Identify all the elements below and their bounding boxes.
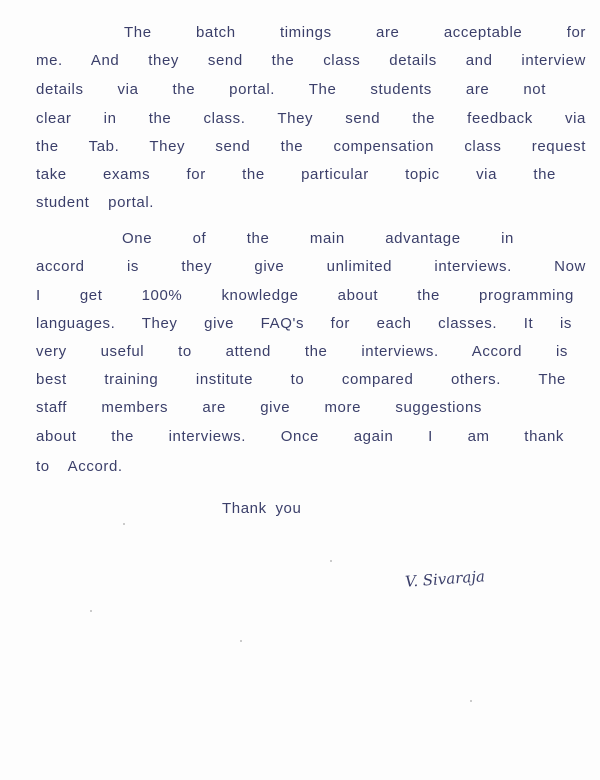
p2-line-5: very useful to attend the interviews. Accord is [36,343,568,360]
paper-speck [90,610,92,612]
p1-line-6: take exams for the particular topic via the [36,166,556,183]
p2-line-8: about the interviews. Once again I am thank [36,428,564,445]
p2-line-1: One of the main advantage in [122,230,514,247]
p2-line-4: languages. They give FAQ's for each classes. It is [36,315,572,332]
p1-line-3: details via the portal. The students are not [36,81,546,98]
closing: Thank you [222,500,302,517]
p2-line-6: best training institute to compared others. The [36,371,566,388]
signature: V. Sivaraja [404,567,486,591]
p1-line-5: the Tab. They send the compensation class request [36,138,586,155]
paper-speck [240,640,242,642]
p2-line-3: I get 100% knowledge about the programming [36,287,574,304]
p1-line-4: clear in the class. They send the feedback via [36,110,586,127]
p1-line-2: me. And they send the class details and interview [36,52,586,69]
paper-speck [330,560,332,562]
p2-line-9: to Accord. [36,458,123,475]
p1-line-1: The batch timings are acceptable for [124,24,586,41]
p2-line-7: staff members are give more suggestions [36,399,482,416]
p2-line-2: accord is they give unlimited interviews. Now [36,258,586,275]
paper-speck [470,700,472,702]
paper-speck [123,523,125,525]
p1-line-7: student portal. [36,194,155,211]
